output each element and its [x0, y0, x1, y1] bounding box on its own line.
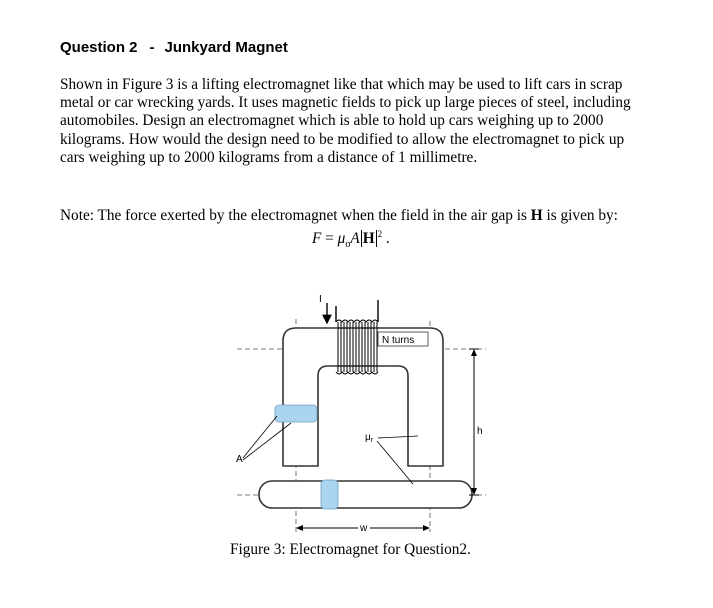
paragraph-line-5: cars weighing up to 2000 kilograms from a distance of 1 millimetre.: [60, 148, 478, 166]
note-text: [60, 207, 618, 225]
area-label: A: [236, 454, 243, 465]
width-label: w: [360, 523, 368, 534]
coil-top-loops: [336, 320, 378, 322]
permeability-label: $\mu_r$: [365, 432, 374, 444]
formula-field: H: [362, 230, 375, 248]
steel-load-bar: [259, 481, 472, 508]
paragraph-line-3: automobiles. Design an electromagnet which is able to hold up cars weighing up to 2000: [60, 112, 604, 130]
formula-end: .: [382, 230, 390, 248]
note-text-end: is given by:: [542, 207, 618, 224]
question-heading: [60, 39, 288, 56]
formula-force: F: [312, 230, 322, 248]
current-label: I: [319, 294, 322, 305]
formula-power: 2: [377, 229, 383, 239]
load-cross-section: [321, 480, 338, 509]
question-title: Junkyard Magnet: [164, 39, 288, 56]
heading-separator: -: [149, 39, 155, 56]
formula-equals: =: [321, 230, 338, 248]
magnet-core: [283, 328, 443, 466]
problem-paragraph: [60, 76, 670, 167]
figure-caption: Figure 3: Electromagnet for Question2.: [230, 541, 471, 558]
force-formula: [312, 229, 390, 250]
paragraph-line-1: Shown in Figure 3 is a lifting electromagnet like that which may be used to lift cars in scrap: [60, 76, 623, 93]
height-label: h: [477, 426, 483, 437]
note-bold-h: H: [530, 207, 543, 224]
paragraph-line-2: metal or car wrecking yards. It uses magnetic fields to pick up large pieces of steel, including: [60, 94, 631, 112]
electromagnet-figure: [225, 290, 495, 540]
formula-area: A: [350, 230, 360, 248]
note-text-start: Note: The force exerted by the electromagnet when the field in the air gap is: [60, 207, 531, 224]
formula-mu: μ: [337, 230, 346, 248]
coil-bottom-loops: [336, 372, 378, 374]
formula-mu-sub: o: [345, 239, 351, 251]
area-leader-1: [243, 416, 277, 458]
question-number: Question 2: [60, 39, 138, 56]
core-cross-section: [275, 405, 317, 422]
turns-label: N turns: [382, 335, 415, 346]
paragraph-line-4: kilograms. How would the design need to be modified to allow the electromagnet to pick up: [60, 130, 625, 148]
